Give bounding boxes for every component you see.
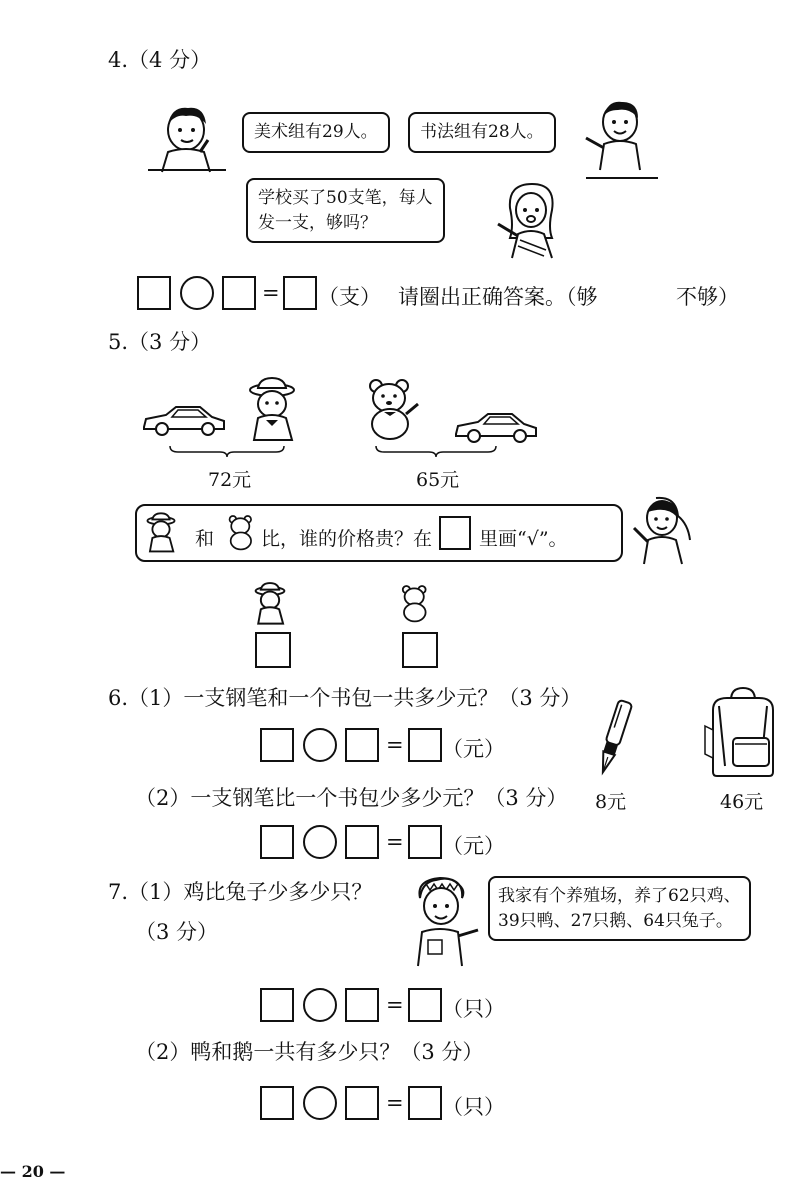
farm-speech-bubble (488, 876, 751, 941)
q6a-unit: （元） (442, 737, 505, 761)
q5-prompt-bubble (135, 504, 623, 562)
price-left-label: 72元 (208, 469, 252, 491)
prompt-middle: 比，谁的价格贵？在 (261, 528, 433, 550)
q4-heading: 4.（4 分） (108, 48, 212, 72)
toy-car-left (142, 405, 226, 437)
q6b-unit: （元） (442, 834, 505, 858)
q6a-operand1-box[interactable] (260, 728, 294, 762)
q7a-equals-sign: = (386, 993, 404, 1017)
q6b-result-box[interactable] (408, 825, 442, 859)
prompt-sample-box (439, 516, 471, 550)
q7-part1-line2: （3 分） (135, 920, 219, 944)
q4-unit: （支） (318, 285, 381, 309)
teddy-bear-mini-icon (225, 512, 259, 554)
girl-illustration (490, 180, 570, 260)
page-number: — 20 — (0, 1162, 66, 1181)
q4-instruction: 请圈出正确答案。（够 (398, 285, 598, 309)
q7-part2: （2）鸭和鹅一共有多少只？（3 分） (135, 1040, 484, 1064)
bubble-pens-line1: 学校买了50支笔，每人 (258, 188, 433, 208)
q7a-operand2-box[interactable] (345, 988, 379, 1022)
q7a-result-box[interactable] (408, 988, 442, 1022)
q6-part1: 6.（1）一支钢笔和一个书包一共多少元？（3 分） (108, 686, 582, 710)
q6b-operator-circle[interactable] (303, 825, 337, 859)
q7-part1-line1: 7.（1）鸡比兔子少多少只？ (108, 880, 373, 904)
doll-answer-icon (253, 582, 287, 626)
fountain-pen-illustration (594, 698, 634, 778)
q6a-result-box[interactable] (408, 728, 442, 762)
pen-price-label: 8元 (595, 791, 627, 813)
q7b-operator-circle[interactable] (303, 1086, 337, 1120)
farm-boy-illustration (406, 876, 482, 968)
q7b-operand2-box[interactable] (345, 1086, 379, 1120)
bubble-art-text: 美术组有29人。 (254, 122, 378, 142)
q4-operand2-box[interactable] (222, 276, 256, 310)
bear-check-box[interactable] (402, 632, 438, 668)
bear-answer-icon (398, 582, 434, 626)
q6b-equals-sign: = (386, 830, 404, 854)
q7b-equals-sign: = (386, 1091, 404, 1115)
q6-part2: （2）一支钢笔比一个书包少多少元？（3 分） (135, 786, 568, 810)
teddy-bear-illustration (362, 378, 422, 442)
boy-right-illustration (578, 98, 658, 183)
backpack-illustration (703, 686, 783, 780)
q5-heading: 5.（3 分） (108, 330, 212, 354)
doll-illustration (246, 378, 298, 442)
brace-right-group (374, 444, 498, 458)
brace-left-group (168, 444, 286, 458)
q4-option-not-enough[interactable]: 不够） (676, 285, 739, 309)
girl-pointing-illustration (626, 494, 696, 566)
q7a-unit: （只） (442, 997, 505, 1021)
q7b-operand1-box[interactable] (260, 1086, 294, 1120)
q6b-operand2-box[interactable] (345, 825, 379, 859)
q6a-operator-circle[interactable] (303, 728, 337, 762)
q6b-operand1-box[interactable] (260, 825, 294, 859)
boy-left-illustration (148, 100, 228, 175)
q7a-operator-circle[interactable] (303, 988, 337, 1022)
q4-operand1-box[interactable] (137, 276, 171, 310)
farm-bubble-line1: 我家有个养殖场，养了62只鸡、 (498, 886, 741, 906)
speech-bubble-calligraphy-group (408, 112, 556, 153)
q7a-operand1-box[interactable] (260, 988, 294, 1022)
farm-bubble-line2: 39只鸭、27只鹅、64只兔子。 (498, 910, 733, 931)
price-right-label: 65元 (416, 469, 460, 491)
q6a-equals-sign: = (386, 733, 404, 757)
q4-result-box[interactable] (283, 276, 317, 310)
q6a-operand2-box[interactable] (345, 728, 379, 762)
bubble-pens-line2: 发一支，够吗？ (258, 212, 377, 233)
q4-equals-sign: = (262, 281, 280, 305)
q7b-result-box[interactable] (408, 1086, 442, 1120)
prompt-end: 里画“√”。 (479, 528, 568, 550)
doll-check-box[interactable] (255, 632, 291, 668)
prompt-and: 和 (195, 528, 215, 550)
toy-car-right (454, 412, 538, 444)
q7b-unit: （只） (442, 1095, 505, 1119)
speech-bubble-art-group (242, 112, 390, 153)
speech-bubble-pens (246, 178, 445, 243)
doll-mini-icon (145, 512, 177, 554)
q4-operator-circle[interactable] (180, 276, 214, 310)
backpack-price-label: 46元 (720, 791, 764, 813)
bubble-calligraphy-text: 书法组有28人。 (420, 122, 544, 142)
